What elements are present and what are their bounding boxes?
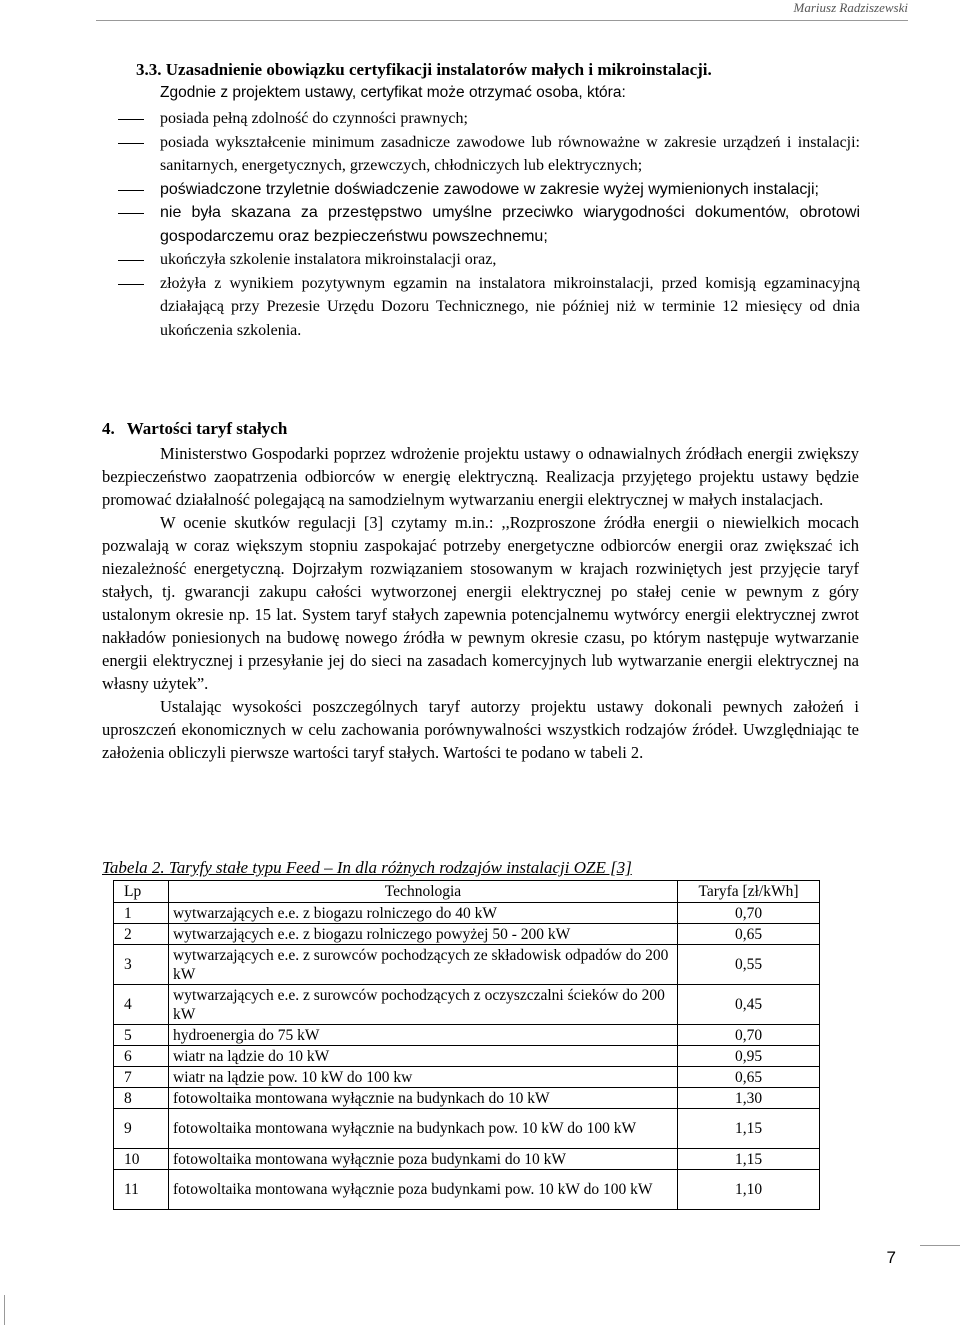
- cell-tariff: 0,65: [678, 924, 820, 945]
- cell-tariff: 1,10: [678, 1170, 820, 1210]
- cell-technology: fotowoltaika montowana wyłącznie na budynkach pow. 10 kW do 100 kW: [169, 1109, 678, 1149]
- table-row: [114, 1149, 820, 1170]
- table-row: [114, 1067, 820, 1088]
- paragraph: Ustalając wysokości poszczególnych taryf autorzy projektu ustawy dokonali pewnych założeń i uproszczeń ekonomicznych w celu zachowania porównywalności wszystkich rodzajów źródeł. Uwzględniając te założenia obliczyli pierwsze wartości taryf stałych. Wartości te podano w tabeli 2.: [102, 697, 859, 762]
- section-4-body: [102, 442, 859, 764]
- cell-tariff: 1,30: [678, 1088, 820, 1109]
- table-row: [114, 985, 820, 1025]
- header-tariff: Taryfa [zł/kWh]: [678, 881, 820, 903]
- header-technology: Technologia: [169, 881, 678, 903]
- cell-technology: hydroenergia do 75 kW: [169, 1025, 678, 1046]
- cell-tariff: 0,65: [678, 1067, 820, 1088]
- cell-technology: wytwarzających e.e. z surowców pochodzących z oczyszczalni ścieków do 200 kW: [169, 985, 678, 1025]
- header-lp: Lp: [114, 881, 169, 903]
- section-3-3-intro: Zgodnie z projektem ustawy, certyfikat może otrzymać osoba, która:: [160, 84, 626, 101]
- cell-technology: wiatr na lądzie pow. 10 kW do 100 kw: [169, 1067, 678, 1088]
- section-3-3-title: 3.3. Uzasadnienie obowiązku certyfikacji instalatorów małych i mikroinstalacji.: [136, 60, 712, 79]
- header-divider: [96, 20, 908, 21]
- cell-technology: wytwarzających e.e. z biogazu rolniczego powyżej 50 - 200 kW: [169, 924, 678, 945]
- table-row: [114, 1088, 820, 1109]
- table-row: [114, 1170, 820, 1210]
- table-row: [114, 924, 820, 945]
- cell-tariff: 0,70: [678, 1025, 820, 1046]
- cell-lp: 5: [114, 1025, 169, 1046]
- margin-mark: [4, 1295, 5, 1325]
- cell-lp: 9: [114, 1109, 169, 1149]
- cell-tariff: 1,15: [678, 1109, 820, 1149]
- cell-lp: 7: [114, 1067, 169, 1088]
- requirement-item: posiada pełną zdolność do czynności prawnych;: [118, 107, 860, 131]
- cell-lp: 10: [114, 1149, 169, 1170]
- cell-lp: 1: [114, 903, 169, 924]
- requirements-list: [118, 107, 860, 342]
- cell-lp: 11: [114, 1170, 169, 1210]
- table-header-row: [114, 881, 820, 903]
- table-row: [114, 945, 820, 985]
- cell-tariff: 0,55: [678, 945, 820, 985]
- requirement-item: złożyła z wynikiem pozytywnym egzamin na instalatora mikroinstalacji, przed komisją egzaminacyjną działającą przy Prezesie Urzędu Dozoru Technicznego, nie później niż w terminie 12 miesięcy od dnia ukończenia szkolenia.: [118, 272, 860, 343]
- section-4-title: [102, 419, 287, 439]
- section-4-number: 4.: [102, 419, 115, 438]
- cell-lp: 6: [114, 1046, 169, 1067]
- table-row: [114, 903, 820, 924]
- paragraph: W ocenie skutków regulacji [3] czytamy m.in.: ,,Rozproszone źródła energii o niewielkich mocach pozwalają w coraz większym stopniu zaspokajać potrzeby energetyczne odbiorców energii oraz zwiększać ich niezależność energetyczną. Dojrzałym rozwiązaniem stosowanym w krajach rozwiniętych jest przyjęcie taryf stałych, tj. gwarancji zakupu całości wytworzonej energii elektrycznej po stałej cenie w pewnym z góry ustalonym okresie np. 15 lat. System taryf stałych zapewnia potencjalnemu wytwórcy energii elektrycznej zwrot nakładów poniesionych na budowę nowego źródła w pewnym okresie czasu, po którym następuje wytwarzanie energii elektrycznej i przesyłanie jej do sieci na zasadach komercyjnych lub wytwarzanie energii elektrycznej na własny użytek”.: [102, 513, 859, 693]
- cell-lp: 3: [114, 945, 169, 985]
- requirement-item: ukończyła szkolenie instalatora mikroinstalacji oraz,: [118, 248, 860, 272]
- table-row: [114, 1025, 820, 1046]
- cell-lp: 8: [114, 1088, 169, 1109]
- table-row: [114, 1046, 820, 1067]
- cell-tariff: 0,45: [678, 985, 820, 1025]
- cell-technology: wytwarzających e.e. z biogazu rolniczego do 40 kW: [169, 903, 678, 924]
- cell-technology: wiatr na lądzie do 10 kW: [169, 1046, 678, 1067]
- header-author: Mariusz Radziszewski: [793, 0, 908, 15]
- cell-technology: fotowoltaika montowana wyłącznie poza budynkami pow. 10 kW do 100 kW: [169, 1170, 678, 1210]
- cell-technology: wytwarzających e.e. z surowców pochodzących ze składowisk odpadów do 200 kW: [169, 945, 678, 985]
- requirement-item: nie była skazana za przestępstwo umyślne przeciwko wiarygodności dokumentów, obrotowi gospodarczemu oraz bezpieczeństwu powszechnemu;: [118, 201, 860, 248]
- cell-tariff: 0,95: [678, 1046, 820, 1067]
- paragraph: Ministerstwo Gospodarki poprzez wdrożenie projektu ustawy o odnawialnych źródłach energii zwiększy bezpieczeństwo zaopatrzenia odbiorców w energię elektryczną. Realizacja przyjętego projektu ustawy będzie promować działalność polegającą na samodzielnym wytwarzaniu energii elektrycznej w małych instalacjach.: [102, 444, 859, 509]
- footer-divider: [920, 1245, 960, 1246]
- cell-lp: 2: [114, 924, 169, 945]
- table-row: [114, 1109, 820, 1149]
- cell-technology: fotowoltaika montowana wyłącznie poza budynkami do 10 kW: [169, 1149, 678, 1170]
- cell-tariff: 0,70: [678, 903, 820, 924]
- cell-lp: 4: [114, 985, 169, 1025]
- cell-tariff: 1,15: [678, 1149, 820, 1170]
- table-caption: Tabela 2. Taryfy stałe typu Feed – In dla różnych rodzajów instalacji OZE [3]: [102, 858, 632, 877]
- section-4-heading: Wartości taryf stałych: [126, 419, 288, 438]
- tariff-table: [113, 880, 820, 1210]
- page-number: 7: [886, 1248, 896, 1267]
- requirement-item: posiada wykształcenie minimum zasadnicze zawodowe lub równoważne w zakresie urządzeń i instalacji: sanitarnych, energetycznych, grzewczych, chłodniczych lub elektrycznych;: [118, 131, 860, 178]
- cell-technology: fotowoltaika montowana wyłącznie na budynkach do 10 kW: [169, 1088, 678, 1109]
- requirement-item: poświadczone trzyletnie doświadczenie zawodowe w zakresie wyżej wymienionych instalacji;: [118, 178, 860, 202]
